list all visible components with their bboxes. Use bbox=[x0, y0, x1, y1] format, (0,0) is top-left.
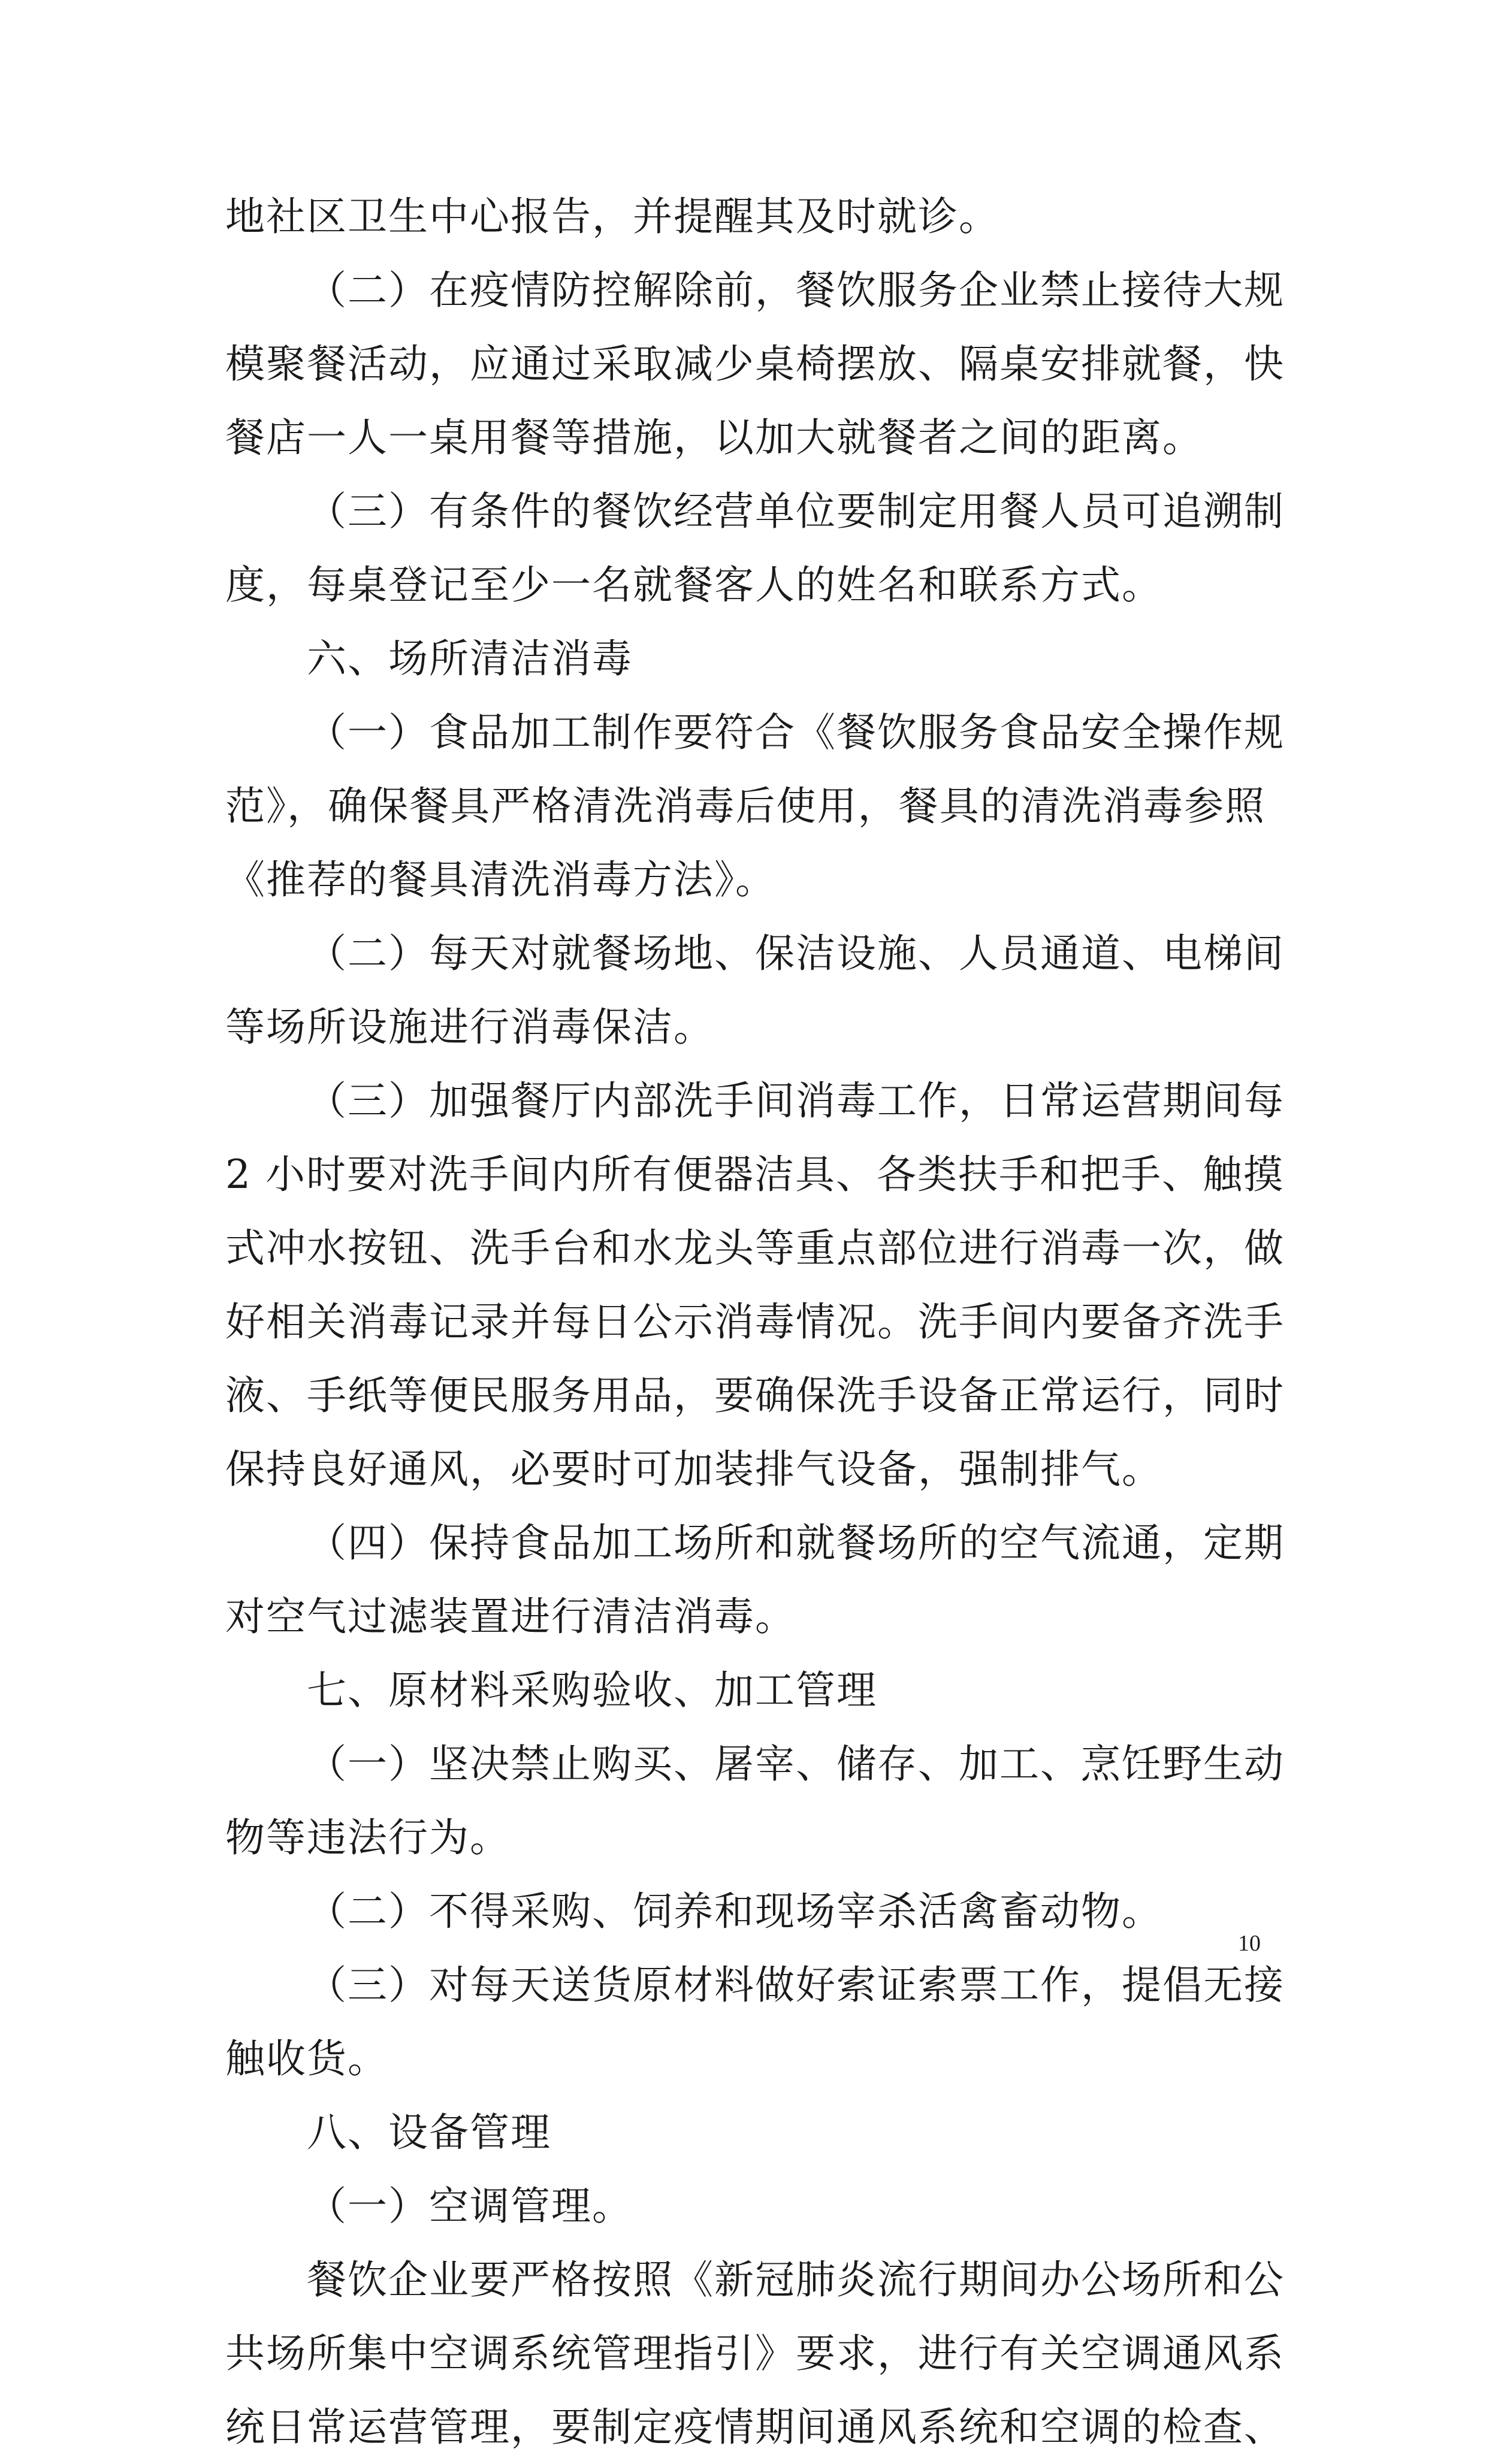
body-line: 餐饮企业要严格按照《新冠肺炎流行期间办公场所和公 bbox=[307, 2257, 1285, 2303]
body-line: （二）在疫情防控解除前，餐饮服务企业禁止接待大规 bbox=[307, 267, 1285, 313]
document-body bbox=[225, 180, 1285, 2464]
section-heading: 八、设备管理 bbox=[307, 2109, 551, 2155]
body-line: （一）坚决禁止购买、屠宰、储存、加工、烹饪野生动 bbox=[307, 1741, 1285, 1787]
body-line: 《推荐的餐具清洗消毒方法》。 bbox=[225, 857, 776, 903]
body-line: 物等违法行为。 bbox=[225, 1815, 511, 1861]
body-line: 液、手纸等便民服务用品，要确保洗手设备正常运行，同时 bbox=[225, 1372, 1285, 1419]
body-line: 等场所设施进行消毒保洁。 bbox=[225, 1004, 714, 1050]
body-line: 2 小时要对洗手间内所有便器洁具、各类扶手和把手、触摸 bbox=[225, 1151, 1284, 1198]
body-line: （三）加强餐厅内部洗手间消毒工作，日常运营期间每 bbox=[307, 1078, 1285, 1124]
subsection-heading: （一）空调管理。 bbox=[307, 2183, 633, 2229]
body-line: 模聚餐活动，应通过采取减少桌椅摆放、隔桌安排就餐，快 bbox=[225, 341, 1285, 387]
section-heading: 七、原材料采购验收、加工管理 bbox=[307, 1667, 877, 1713]
body-line: （三）对每天送货原材料做好索证索票工作，提倡无接 bbox=[307, 1962, 1285, 2008]
body-line: 对空气过滤装置进行清洁消毒。 bbox=[225, 1594, 796, 1640]
body-line: （一）食品加工制作要符合《餐饮服务食品安全操作规 bbox=[307, 709, 1285, 755]
body-line: 保持良好通风，必要时可加装排气设备，强制排气。 bbox=[225, 1446, 1162, 1492]
body-line: （二）每天对就餐场地、保洁设施、人员通道、电梯间 bbox=[307, 930, 1285, 976]
section-heading: 六、场所清洁消毒 bbox=[307, 636, 633, 682]
body-line: 式冲水按钮、洗手台和水龙头等重点部位进行消毒一次，做 bbox=[225, 1225, 1285, 1271]
body-line: 触收货。 bbox=[225, 2036, 388, 2082]
body-line: 餐店一人一桌用餐等措施，以加大就餐者之间的距离。 bbox=[225, 415, 1203, 461]
body-line: （二）不得采购、饲养和现场宰杀活禽畜动物。 bbox=[307, 1888, 1162, 1934]
body-line: 范》，确保餐具严格清洗消毒后使用，餐具的清洗消毒参照 bbox=[225, 783, 1265, 829]
body-line: 好相关消毒记录并每日公示消毒情况。洗手间内要备齐洗手 bbox=[225, 1299, 1285, 1345]
body-line: （四）保持食品加工场所和就餐场所的空气流通，定期 bbox=[307, 1520, 1285, 1566]
body-line: 共场所集中空调系统管理指引》要求，进行有关空调通风系 bbox=[225, 2330, 1285, 2377]
body-line: 度，每桌登记至少一名就餐客人的姓名和联系方式。 bbox=[225, 562, 1162, 608]
body-line: 统日常运营管理，要制定疫情期间通风系统和空调的检查、 bbox=[225, 2404, 1285, 2450]
body-line: 地社区卫生中心报告，并提醒其及时就诊。 bbox=[225, 194, 999, 240]
body-line: （三）有条件的餐饮经营单位要制定用餐人员可追溯制 bbox=[307, 488, 1285, 534]
page-number: 10 bbox=[1238, 1931, 1261, 1956]
